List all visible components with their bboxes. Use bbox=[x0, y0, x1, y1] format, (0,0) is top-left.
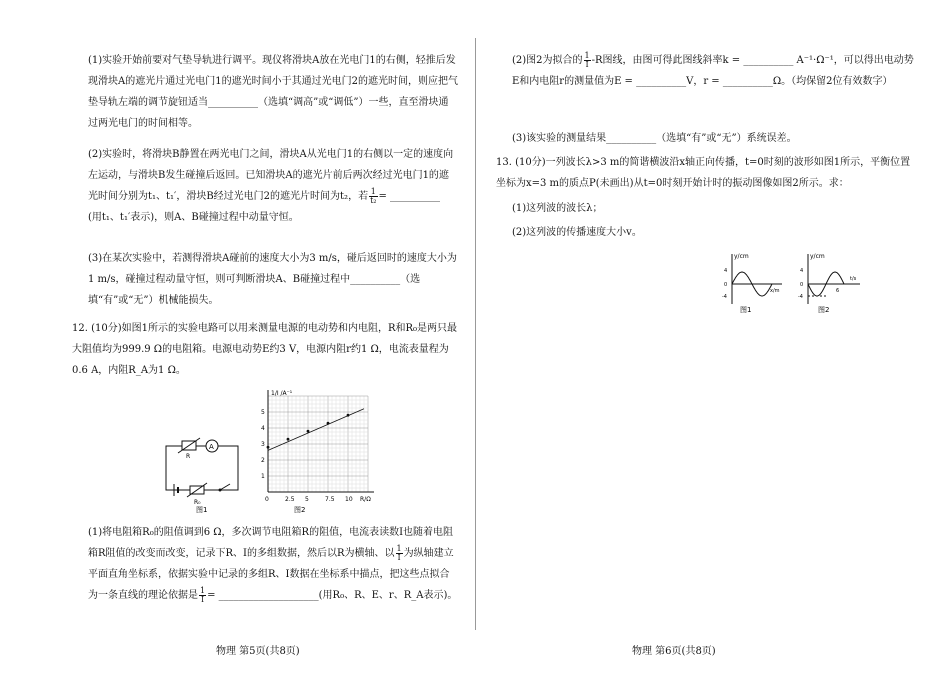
x-tick-label: 7.5 bbox=[325, 496, 335, 503]
y-tick-label: 2 bbox=[261, 457, 265, 464]
wave1-ylabel: y/cm bbox=[734, 253, 749, 260]
left-footer: 物理 第5页(共8页) bbox=[216, 646, 300, 657]
data-point bbox=[347, 414, 350, 417]
wave2-xlabel: t/s bbox=[850, 276, 857, 282]
y-axis-label: 1/I /A⁻¹ bbox=[271, 390, 293, 397]
wave-fig2-caption: 图2 bbox=[818, 306, 830, 314]
q13-intro: 13. (10分)一列波长λ>3 m的简谐横波沿x轴正向传播，t=0时刻的波形如图1所示，平衡位置坐标为x=3 m的质点P(未画出)从t=0时刻开始计时的振动图像如图2所示。求： bbox=[496, 157, 911, 189]
x-tick-label: 5 bbox=[305, 496, 309, 503]
fig2-caption: 图2 bbox=[294, 506, 306, 514]
q11-part3: (3)在某次实验中，若测得滑块A碰前的速度大小为3 m/s，碰后返回时的速度大小为1 m/s，碰撞过程动量守恒，则可判断滑块A、B碰撞过程中__________（选填“有”或“无”）机械能损失。 bbox=[88, 253, 457, 306]
wave1-ytick: 4 bbox=[724, 268, 728, 274]
q12-part3: (3)该实验的测量结果__________（选填“有”或“无”）系统误差。 bbox=[512, 133, 797, 144]
svg-text:R₀: R₀ bbox=[194, 499, 201, 506]
fraction-1-over-t2: $\frac{1}{\text{t₂}}$ bbox=[370, 187, 377, 205]
data-point bbox=[327, 422, 330, 425]
right-footer: 物理 第6页(共8页) bbox=[632, 646, 716, 657]
data-point bbox=[307, 430, 310, 433]
y-tick-label: 1 bbox=[261, 473, 265, 480]
right-page bbox=[478, 0, 950, 688]
y-tick-label: 5 bbox=[261, 409, 265, 416]
q12-intro: 12. (10分)如图1所示的实验电路可以用来测量电源的电动势和内电阻，R和R₀是两只最大阻值均为999.9 Ω的电阻箱。电源电动势E约3 V，电源内阻r约1 Ω，电流表量程为0.6 A，内阻R_A为1 Ω。 bbox=[72, 323, 458, 376]
x-tick-label: 0 bbox=[265, 496, 269, 503]
x-axis-label: R/Ω bbox=[360, 496, 371, 503]
q12-part1: (1)将电阻箱R₀的阻值调到6 Ω，多次调节电阻箱R的阻值，电流表读数I也随着电阻箱R阻值的改变而改变，记录下R、I的多组数据，然后以R为横轴、以 $\frac{1}{I}$ 为纵轴建立平面直角坐标系，依据实验中记录的多组R、I数据在坐标系中描点，把这些点拟合为一条直线的理论依据是 $\frac{1}{I}$ = ____________________(用R₀、R、E、r、R_A表示)。 bbox=[88, 527, 458, 604]
q13-part2: (2)这列波的传播速度大小v。 bbox=[512, 227, 642, 238]
data-point bbox=[287, 438, 290, 441]
wave1-xlabel: x/m bbox=[770, 288, 780, 294]
wave-graph-fig1 bbox=[722, 250, 786, 316]
inverse-current-graph bbox=[254, 388, 380, 514]
page-divider bbox=[475, 38, 476, 630]
wave-fig1-caption: 图1 bbox=[740, 306, 752, 314]
y-tick-label: 4 bbox=[261, 425, 265, 432]
q11-part1: (1)实验开始前要对气垫导轨进行调平。现仪将滑块A放在光电门1的右侧，轻推后发现滑块A的遮光片通过光电门1的遮光时间小于其通过光电门2的遮光时间，则应把气垫导轨左端的调节旋钮适当__________（选填“调高”或“调低”）一些，直至滑块通过两光电门的时间相等。 bbox=[88, 55, 458, 129]
wave1-ytick: 0 bbox=[724, 282, 728, 288]
q13-part1: (1)这列波的波长λ； bbox=[512, 203, 603, 214]
x-tick-label: 2.5 bbox=[285, 496, 295, 503]
wave2-ylabel: y/cm bbox=[810, 253, 825, 260]
wave2-ytick: 0 bbox=[800, 282, 804, 288]
circuit-diagram bbox=[160, 436, 250, 514]
wave1-ytick: -4 bbox=[722, 294, 727, 300]
circuit-wire bbox=[166, 446, 238, 490]
fig1-caption: 图1 bbox=[196, 506, 208, 514]
wave2-ytick: 4 bbox=[800, 268, 804, 274]
q11-part2: (2)实验时，将滑块B静置在两光电门之间，滑块A从光电门1的右侧以一定的速度向左运动，与滑块B发生碰撞后返回。已知滑块A的遮光片前后两次经过光电门1的遮光时间分别为t₁、t₁′，滑块B经过光电门2的遮光片时间为t₂，若 $\frac{1}{\text{t₂}}$ = __________ (用t₁、t₁′表示)，则A、B碰撞过程中动量守恒。 bbox=[88, 149, 454, 223]
x-tick-label: 10 bbox=[345, 496, 353, 503]
y-tick-label: 3 bbox=[261, 441, 265, 448]
svg-text:R: R bbox=[186, 453, 191, 460]
wave-graph-fig2 bbox=[798, 250, 864, 316]
ammeter-label: A bbox=[209, 443, 214, 451]
q12-part2: (2)图2为拟合的 $\frac{1}{I}$ -R图线，由图可得此图线斜率k = __________ A⁻¹·Ω⁻¹，可以得出电动势E和内电阻r的测量值为E = __________V，r = __________Ω。（均保留2位有效数字） bbox=[512, 51, 914, 87]
data-point bbox=[267, 446, 270, 449]
wave2-ytick: -4 bbox=[798, 294, 803, 300]
wave2-xtick: 6 bbox=[836, 288, 840, 294]
